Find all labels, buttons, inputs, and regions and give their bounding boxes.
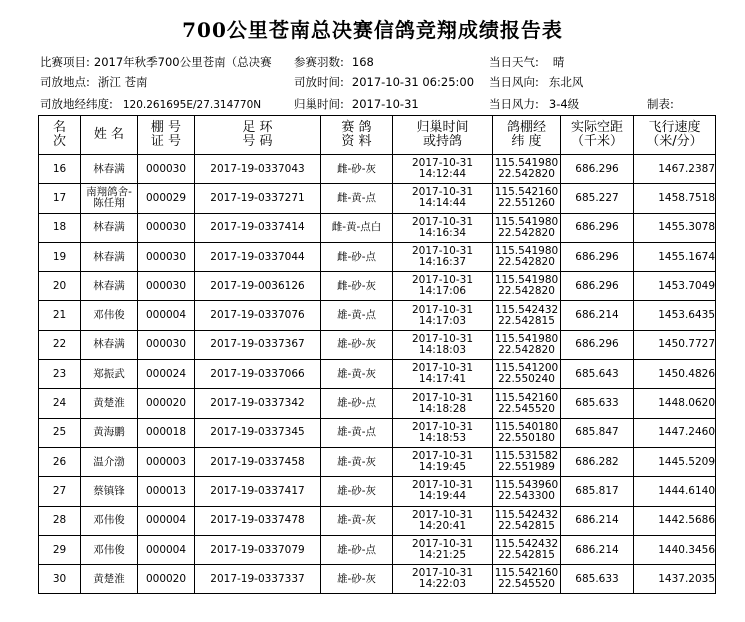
rank-cell: 30 bbox=[39, 565, 81, 594]
coords-value: 120.261695E/27.314770N bbox=[122, 99, 262, 111]
name-cell: 蔡镇锋 bbox=[81, 477, 138, 506]
arrival-cell: 2017-10-31 14:19:44 bbox=[393, 477, 493, 506]
rank-cell: 28 bbox=[39, 506, 81, 535]
speed-cell: 1455.1674 bbox=[634, 242, 716, 271]
pigeon-cell: 雄-黄-灰 bbox=[321, 447, 393, 476]
rank-cell: 24 bbox=[39, 389, 81, 418]
rank-cell: 29 bbox=[39, 535, 81, 564]
return-time-value: 2017-10-31 bbox=[351, 97, 419, 111]
arrival-cell: 2017-10-31 14:18:53 bbox=[393, 418, 493, 447]
latlon-cell: 115.542160 22.545520 bbox=[493, 389, 561, 418]
distance-cell: 685.227 bbox=[561, 184, 634, 213]
pigeon-cell: 雄-黄-灰 bbox=[321, 360, 393, 389]
speed-cell: 1450.4826 bbox=[634, 360, 716, 389]
distance-cell: 686.282 bbox=[561, 447, 634, 476]
distance-cell: 685.847 bbox=[561, 418, 634, 447]
return-time-label: 归巢时间: bbox=[294, 97, 344, 111]
latlon-cell: 115.541980 22.542820 bbox=[493, 155, 561, 184]
cert-cell: 000030 bbox=[138, 330, 195, 359]
table-row bbox=[39, 272, 716, 301]
pigeon-cell: 雄-砂-灰 bbox=[321, 565, 393, 594]
header-ring: 足 环 号 码 bbox=[195, 116, 321, 155]
latlon-cell: 115.543960 22.543300 bbox=[493, 477, 561, 506]
wind-force-info bbox=[489, 96, 579, 112]
speed-cell: 1442.5686 bbox=[634, 506, 716, 535]
table-row bbox=[39, 360, 716, 389]
header-arrival: 归巢时间 或持鸽 bbox=[393, 116, 493, 155]
cert-cell: 000003 bbox=[138, 447, 195, 476]
cert-cell: 000013 bbox=[138, 477, 195, 506]
release-time-value: 2017-10-31 06:25:00 bbox=[351, 75, 475, 89]
name-cell: 邓伟俊 bbox=[81, 506, 138, 535]
pigeon-cell: 雌-黄-点 bbox=[321, 184, 393, 213]
name-cell: 黄楚淮 bbox=[81, 389, 138, 418]
pigeon-cell: 雄-黄-点 bbox=[321, 418, 393, 447]
weather-info bbox=[489, 54, 564, 70]
rank-cell: 25 bbox=[39, 418, 81, 447]
cert-cell: 000030 bbox=[138, 155, 195, 184]
distance-cell: 685.633 bbox=[561, 389, 634, 418]
table-row bbox=[39, 242, 716, 271]
release-time-info bbox=[294, 74, 474, 90]
ring-cell: 2017-19-0337271 bbox=[195, 184, 321, 213]
ring-cell: 2017-19-0337458 bbox=[195, 447, 321, 476]
wind-force-value: 3-4级 bbox=[548, 97, 580, 111]
header-speed: 飞行速度 （米/分） bbox=[634, 116, 716, 155]
arrival-cell: 2017-10-31 14:18:28 bbox=[393, 389, 493, 418]
table-row bbox=[39, 389, 716, 418]
table-header-row bbox=[39, 116, 716, 155]
latlon-cell: 115.542432 22.542815 bbox=[493, 506, 561, 535]
release-place-label: 司放地点: bbox=[40, 75, 90, 89]
arrival-cell: 2017-10-31 14:22:03 bbox=[393, 565, 493, 594]
tabulator-label: 制表: bbox=[647, 97, 674, 111]
entries-label: 参赛羽数: bbox=[294, 55, 344, 69]
distance-cell: 686.296 bbox=[561, 155, 634, 184]
speed-cell: 1437.2035 bbox=[634, 565, 716, 594]
ring-cell: 2017-19-0337414 bbox=[195, 213, 321, 242]
distance-cell: 686.296 bbox=[561, 242, 634, 271]
latlon-cell: 115.541980 22.542820 bbox=[493, 272, 561, 301]
cert-cell: 000020 bbox=[138, 389, 195, 418]
speed-cell: 1453.6435 bbox=[634, 301, 716, 330]
arrival-cell: 2017-10-31 14:16:37 bbox=[393, 242, 493, 271]
race-info bbox=[40, 54, 272, 70]
arrival-cell: 2017-10-31 14:20:41 bbox=[393, 506, 493, 535]
arrival-cell: 2017-10-31 14:16:34 bbox=[393, 213, 493, 242]
arrival-cell: 2017-10-31 14:17:06 bbox=[393, 272, 493, 301]
header-rank: 名 次 bbox=[39, 116, 81, 155]
weather-value: 晴 bbox=[552, 55, 565, 69]
arrival-cell: 2017-10-31 14:17:03 bbox=[393, 301, 493, 330]
arrival-cell: 2017-10-31 14:18:03 bbox=[393, 330, 493, 359]
name-cell: 林春满 bbox=[81, 155, 138, 184]
coords-info bbox=[40, 96, 261, 112]
header-pigeon: 赛 鸽 资 料 bbox=[321, 116, 393, 155]
speed-cell: 1447.2460 bbox=[634, 418, 716, 447]
release-time-label: 司放时间: bbox=[294, 75, 344, 89]
rank-cell: 17 bbox=[39, 184, 81, 213]
arrival-cell: 2017-10-31 14:21:25 bbox=[393, 535, 493, 564]
rank-cell: 16 bbox=[39, 155, 81, 184]
name-cell: 黄海鹏 bbox=[81, 418, 138, 447]
cert-cell: 000024 bbox=[138, 360, 195, 389]
rank-cell: 23 bbox=[39, 360, 81, 389]
arrival-cell: 2017-10-31 14:12:44 bbox=[393, 155, 493, 184]
ring-cell: 2017-19-0337417 bbox=[195, 477, 321, 506]
cert-cell: 000030 bbox=[138, 242, 195, 271]
arrival-cell: 2017-10-31 14:19:45 bbox=[393, 447, 493, 476]
table-row bbox=[39, 418, 716, 447]
table-row bbox=[39, 506, 716, 535]
ring-cell: 2017-19-0337076 bbox=[195, 301, 321, 330]
arrival-cell: 2017-10-31 14:17:41 bbox=[393, 360, 493, 389]
speed-cell: 1444.6140 bbox=[634, 477, 716, 506]
name-cell: 南翔鸽舍-陈任翔 bbox=[81, 184, 138, 213]
cert-cell: 000030 bbox=[138, 272, 195, 301]
rank-cell: 21 bbox=[39, 301, 81, 330]
name-cell: 林春满 bbox=[81, 330, 138, 359]
ring-cell: 2017-19-0337342 bbox=[195, 389, 321, 418]
return-time-info bbox=[294, 96, 419, 112]
wind-force-label: 当日风力: bbox=[489, 97, 539, 111]
name-cell: 邓伟俊 bbox=[81, 535, 138, 564]
pigeon-cell: 雄-砂-灰 bbox=[321, 330, 393, 359]
pigeon-cell: 雄-黄-点 bbox=[321, 301, 393, 330]
cert-cell: 000030 bbox=[138, 213, 195, 242]
speed-cell: 1448.0620 bbox=[634, 389, 716, 418]
pigeon-cell: 雌-黄-点白 bbox=[321, 213, 393, 242]
cert-cell: 000020 bbox=[138, 565, 195, 594]
table-row bbox=[39, 565, 716, 594]
coords-label: 司放地经纬度: bbox=[40, 97, 113, 111]
race-value: 2017年秋季700公里苍南（总决赛 bbox=[93, 55, 272, 69]
header-name: 姓 名 bbox=[81, 116, 138, 155]
table-row bbox=[39, 477, 716, 506]
header-latlon: 鸽棚经 纬 度 bbox=[493, 116, 561, 155]
latlon-cell: 115.541200 22.550240 bbox=[493, 360, 561, 389]
ring-cell: 2017-19-0337345 bbox=[195, 418, 321, 447]
release-place-value: 浙江 苍南 bbox=[97, 75, 148, 89]
speed-cell: 1455.3078 bbox=[634, 213, 716, 242]
wind-direction-info bbox=[489, 74, 583, 90]
latlon-cell: 115.541980 22.542820 bbox=[493, 330, 561, 359]
cert-cell: 000004 bbox=[138, 301, 195, 330]
ring-cell: 2017-19-0337044 bbox=[195, 242, 321, 271]
arrival-cell: 2017-10-31 14:14:44 bbox=[393, 184, 493, 213]
latlon-cell: 115.542432 22.542815 bbox=[493, 535, 561, 564]
header-distance: 实际空距 （千米） bbox=[561, 116, 634, 155]
ring-cell: 2017-19-0036126 bbox=[195, 272, 321, 301]
name-cell: 郑振武 bbox=[81, 360, 138, 389]
name-cell: 林春满 bbox=[81, 213, 138, 242]
distance-cell: 685.643 bbox=[561, 360, 634, 389]
table-row bbox=[39, 213, 716, 242]
latlon-cell: 115.542160 22.551260 bbox=[493, 184, 561, 213]
speed-cell: 1450.7727 bbox=[634, 330, 716, 359]
cert-cell: 000004 bbox=[138, 506, 195, 535]
table-row bbox=[39, 535, 716, 564]
ring-cell: 2017-19-0337478 bbox=[195, 506, 321, 535]
pigeon-cell: 雄-砂-灰 bbox=[321, 477, 393, 506]
distance-cell: 685.633 bbox=[561, 565, 634, 594]
distance-cell: 686.296 bbox=[561, 213, 634, 242]
speed-cell: 1467.2387 bbox=[634, 155, 716, 184]
table-row bbox=[39, 301, 716, 330]
cert-cell: 000018 bbox=[138, 418, 195, 447]
rank-cell: 20 bbox=[39, 272, 81, 301]
weather-label: 当日天气: bbox=[489, 55, 539, 69]
pigeon-cell: 雌-砂-点 bbox=[321, 242, 393, 271]
speed-cell: 1440.3456 bbox=[634, 535, 716, 564]
table-row bbox=[39, 330, 716, 359]
ring-cell: 2017-19-0337337 bbox=[195, 565, 321, 594]
cert-cell: 000004 bbox=[138, 535, 195, 564]
speed-cell: 1453.7049 bbox=[634, 272, 716, 301]
name-cell: 温介渤 bbox=[81, 447, 138, 476]
results-table bbox=[38, 115, 716, 594]
pigeon-cell: 雌-砂-灰 bbox=[321, 155, 393, 184]
latlon-cell: 115.542432 22.542815 bbox=[493, 301, 561, 330]
latlon-cell: 115.541980 22.542820 bbox=[493, 213, 561, 242]
distance-cell: 686.214 bbox=[561, 506, 634, 535]
release-place-info bbox=[40, 74, 148, 90]
latlon-cell: 115.542160 22.545520 bbox=[493, 565, 561, 594]
rank-cell: 26 bbox=[39, 447, 81, 476]
distance-cell: 686.296 bbox=[561, 272, 634, 301]
pigeon-cell: 雌-砂-灰 bbox=[321, 272, 393, 301]
pigeon-cell: 雄-砂-点 bbox=[321, 389, 393, 418]
table-row bbox=[39, 184, 716, 213]
ring-cell: 2017-19-0337043 bbox=[195, 155, 321, 184]
latlon-cell: 115.540180 22.550180 bbox=[493, 418, 561, 447]
entries-value: 168 bbox=[351, 55, 374, 69]
rank-cell: 27 bbox=[39, 477, 81, 506]
header-cert: 棚 号 证 号 bbox=[138, 116, 195, 155]
name-cell: 邓伟俊 bbox=[81, 301, 138, 330]
report-title: 700公里苍南总决赛信鸽竞翔成绩报告表 bbox=[182, 18, 563, 42]
name-cell: 林春满 bbox=[81, 272, 138, 301]
name-cell: 黄楚淮 bbox=[81, 565, 138, 594]
race-label: 比赛项目: bbox=[40, 55, 90, 69]
distance-cell: 685.817 bbox=[561, 477, 634, 506]
pigeon-cell: 雄-砂-点 bbox=[321, 535, 393, 564]
distance-cell: 686.214 bbox=[561, 535, 634, 564]
entries-info bbox=[294, 54, 374, 70]
speed-cell: 1445.5209 bbox=[634, 447, 716, 476]
rank-cell: 22 bbox=[39, 330, 81, 359]
wind-direction-value: 东北风 bbox=[548, 75, 584, 89]
ring-cell: 2017-19-0337367 bbox=[195, 330, 321, 359]
cert-cell: 000029 bbox=[138, 184, 195, 213]
distance-cell: 686.296 bbox=[561, 330, 634, 359]
rank-cell: 19 bbox=[39, 242, 81, 271]
latlon-cell: 115.531582 22.551989 bbox=[493, 447, 561, 476]
pigeon-cell: 雄-黄-灰 bbox=[321, 506, 393, 535]
ring-cell: 2017-19-0337079 bbox=[195, 535, 321, 564]
name-cell: 林春满 bbox=[81, 242, 138, 271]
table-row bbox=[39, 155, 716, 184]
rank-cell: 18 bbox=[39, 213, 81, 242]
table-row bbox=[39, 447, 716, 476]
speed-cell: 1458.7518 bbox=[634, 184, 716, 213]
latlon-cell: 115.541980 22.542820 bbox=[493, 242, 561, 271]
distance-cell: 686.214 bbox=[561, 301, 634, 330]
wind-direction-label: 当日风向: bbox=[489, 75, 539, 89]
ring-cell: 2017-19-0337066 bbox=[195, 360, 321, 389]
